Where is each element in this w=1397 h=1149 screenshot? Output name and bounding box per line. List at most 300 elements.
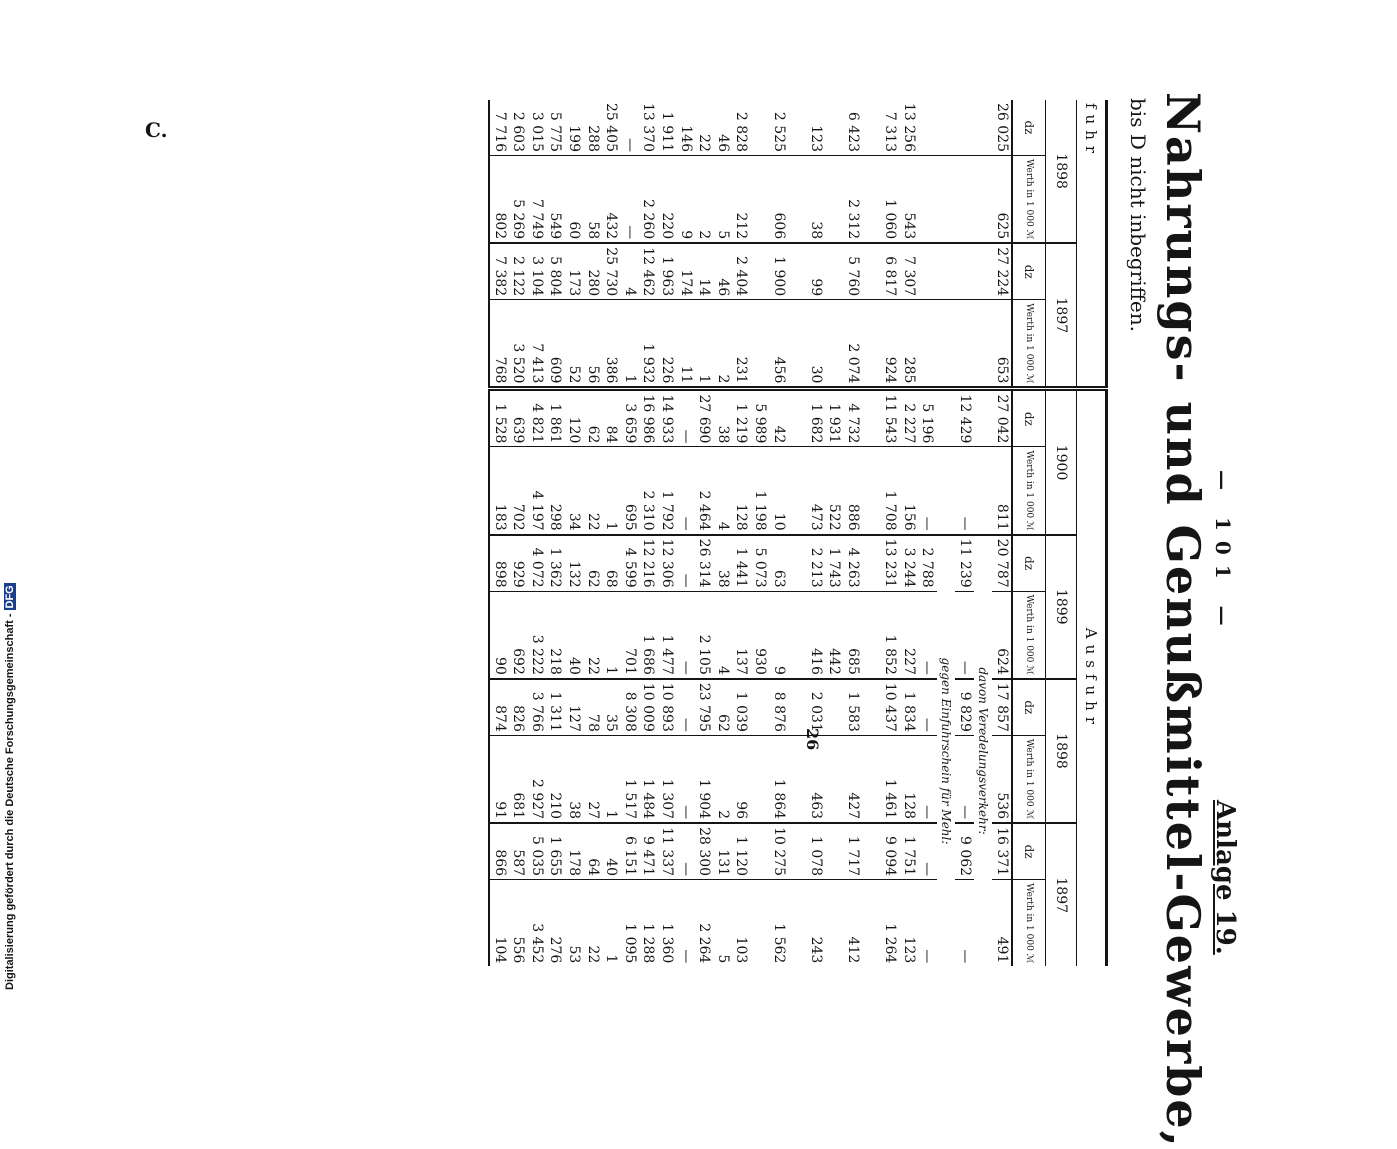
table-cell bbox=[825, 823, 844, 880]
table-cell: 10 009 bbox=[639, 679, 658, 736]
table-row bbox=[676, 100, 695, 966]
table-cell: 96 bbox=[732, 735, 751, 823]
table-cell: 13 231 bbox=[881, 535, 900, 592]
table-cell: 1 517 bbox=[621, 735, 640, 823]
table-cell bbox=[974, 447, 993, 535]
table-cell: 212 bbox=[732, 156, 751, 244]
year-header: 1898 bbox=[1046, 100, 1077, 243]
table-cell: 11 bbox=[676, 300, 695, 389]
table-cell: 2 227 bbox=[899, 389, 918, 447]
table-cell: 5 989 bbox=[751, 389, 770, 447]
table-cell: 90 bbox=[489, 591, 509, 679]
table-cell: 1 484 bbox=[639, 735, 658, 823]
year-header: 1898 bbox=[1046, 679, 1077, 823]
table-cell: 146 bbox=[677, 125, 694, 152]
table-cell: 10 437 bbox=[881, 679, 900, 736]
table-cell: 99 bbox=[806, 243, 825, 300]
table-cell bbox=[955, 156, 974, 244]
table-cell bbox=[825, 156, 844, 244]
table-cell: 9 062 bbox=[955, 823, 974, 880]
page-title: Nahrungs- und Genußmittel-Gewerbe, bbox=[1156, 92, 1210, 1149]
table-cell: 685 bbox=[844, 591, 863, 679]
table-cell bbox=[751, 156, 770, 244]
table-cell bbox=[788, 679, 807, 736]
table-cell: 768 bbox=[489, 300, 509, 389]
table-cell bbox=[974, 156, 993, 244]
table-cell: 174 bbox=[676, 243, 695, 300]
table-cell: 1 861 bbox=[546, 389, 565, 447]
table-cell: 7 313 bbox=[882, 111, 899, 152]
table-row bbox=[769, 100, 788, 966]
table-cell: 5 196 bbox=[918, 389, 937, 447]
table-cell: 38 bbox=[714, 389, 733, 447]
table-cell: 10 bbox=[769, 447, 788, 535]
table-cell: — bbox=[676, 880, 695, 967]
table-cell: 930 bbox=[751, 591, 770, 679]
table-cell: 35 bbox=[602, 679, 621, 736]
table-cell: 624 bbox=[992, 591, 1012, 679]
table-cell: 38 bbox=[565, 735, 584, 823]
table-cell: 8 308 bbox=[621, 679, 640, 736]
table-cell: — bbox=[955, 880, 974, 967]
table-cell: 1 528 bbox=[489, 389, 509, 447]
export-section-header: Ausfuhr bbox=[1077, 389, 1107, 966]
table-cell: 131 bbox=[714, 823, 733, 880]
table-cell: 7 307 bbox=[899, 243, 918, 300]
table-cell: — bbox=[676, 447, 695, 535]
table-cell: 1 834 bbox=[899, 679, 918, 736]
table-cell bbox=[862, 243, 881, 300]
table-cell: 58 bbox=[583, 156, 602, 244]
table-row bbox=[714, 100, 733, 966]
table-cell: 412 bbox=[844, 880, 863, 967]
table-cell: 543 bbox=[899, 156, 918, 244]
table-cell: 2 404 bbox=[732, 243, 751, 300]
table-cell bbox=[788, 591, 807, 679]
table-cell: 1 311 bbox=[546, 679, 565, 736]
table-cell: 3 452 bbox=[528, 880, 547, 967]
table-cell bbox=[918, 243, 937, 300]
table-cell: 1 792 bbox=[658, 447, 677, 535]
table-cell: 701 bbox=[621, 591, 640, 679]
table-row bbox=[546, 100, 565, 966]
table-cell: 11 337 bbox=[658, 823, 677, 880]
table-cell: 386 bbox=[602, 300, 621, 389]
table-cell: 7 413 bbox=[528, 300, 547, 389]
table-cell: — bbox=[918, 880, 937, 967]
table-cell: 178 bbox=[565, 823, 584, 880]
table-cell: 456 bbox=[769, 300, 788, 389]
import-section-header: fuhr bbox=[1077, 100, 1107, 389]
table-cell: 2 074 bbox=[844, 300, 863, 389]
table-cell: 1 264 bbox=[881, 880, 900, 967]
table-cell bbox=[862, 880, 881, 967]
table-cell: 692 bbox=[509, 591, 528, 679]
table-cell: 26 025 bbox=[993, 103, 1010, 152]
table-row bbox=[751, 100, 770, 966]
table-cell: 8 876 bbox=[769, 679, 788, 736]
table-cell: 1 219 bbox=[732, 389, 751, 447]
table-row bbox=[806, 100, 825, 966]
table-cell: 2 122 bbox=[509, 243, 528, 300]
table-row bbox=[899, 100, 918, 966]
table-cell bbox=[788, 300, 807, 389]
table-cell: 811 bbox=[992, 447, 1012, 535]
table-cell: 62 bbox=[583, 535, 602, 592]
table-cell: 28 300 bbox=[695, 823, 714, 880]
table-cell bbox=[974, 300, 993, 389]
table-cell: 1 904 bbox=[695, 735, 714, 823]
table-cell: 1 bbox=[695, 300, 714, 389]
table-cell bbox=[937, 156, 956, 244]
table-cell bbox=[955, 100, 974, 156]
table-cell: 25 405 bbox=[603, 103, 620, 152]
table-cell bbox=[788, 100, 807, 156]
table-cell: 2 260 bbox=[639, 156, 658, 244]
table-cell: 1 686 bbox=[639, 591, 658, 679]
table-cell: 78 bbox=[583, 679, 602, 736]
table-cell bbox=[937, 100, 956, 156]
table-cell: 9 bbox=[676, 156, 695, 244]
table-cell: 1 bbox=[602, 591, 621, 679]
table-cell: 9 471 bbox=[639, 823, 658, 880]
table-cell: 10 275 bbox=[769, 823, 788, 880]
unit-value-header: Werth in 1 000 ℳ bbox=[1012, 447, 1046, 535]
table-cell: 13 370 bbox=[640, 103, 657, 152]
table-cell: 5 bbox=[714, 156, 733, 244]
table-cell bbox=[918, 100, 937, 156]
unit-dz-header: dz bbox=[1012, 243, 1046, 300]
table-cell: 1 bbox=[621, 300, 640, 389]
year-header: 1900 bbox=[1046, 389, 1077, 535]
table-cell: 20 787 bbox=[992, 535, 1012, 592]
table-cell: 227 bbox=[899, 591, 918, 679]
table-cell: 1 682 bbox=[806, 389, 825, 447]
table-cell: 22 bbox=[696, 134, 713, 152]
table-cell: 1 198 bbox=[751, 447, 770, 535]
table-cell: 11 239 bbox=[955, 535, 974, 592]
table-cell bbox=[751, 243, 770, 300]
table-cell: 1 743 bbox=[825, 535, 844, 592]
table-cell: 3 244 bbox=[899, 535, 918, 592]
table-cell bbox=[937, 243, 956, 300]
table-cell: 1 583 bbox=[844, 679, 863, 736]
table-row bbox=[565, 100, 584, 966]
table-cell: — bbox=[676, 735, 695, 823]
table-cell: 3 222 bbox=[528, 591, 547, 679]
table-cell: 3 659 bbox=[621, 389, 640, 447]
table-cell bbox=[862, 679, 881, 736]
table-cell: 16 986 bbox=[639, 389, 658, 447]
table-cell bbox=[825, 100, 844, 156]
table-cell: 2 bbox=[714, 300, 733, 389]
table-row bbox=[862, 100, 881, 966]
table-cell: 625 bbox=[992, 156, 1012, 244]
table-cell: 2 264 bbox=[695, 880, 714, 967]
table-cell: 1 095 bbox=[621, 880, 640, 967]
table-cell: 243 bbox=[806, 880, 825, 967]
table-cell bbox=[788, 156, 807, 244]
table-row bbox=[825, 100, 844, 966]
table-cell: 3 104 bbox=[528, 243, 547, 300]
table-cell: 4 072 bbox=[528, 535, 547, 592]
table-cell: 199 bbox=[566, 125, 583, 152]
table-cell: 26 314 bbox=[695, 535, 714, 592]
table-cell: 62 bbox=[714, 679, 733, 736]
table-cell: 587 bbox=[509, 823, 528, 880]
table-cell: 27 bbox=[583, 735, 602, 823]
table-cell: 4 821 bbox=[528, 389, 547, 447]
table-cell: 46 bbox=[714, 243, 733, 300]
table-cell: — bbox=[621, 156, 640, 244]
table-cell: 5 073 bbox=[751, 535, 770, 592]
table-cell: 2 bbox=[714, 735, 733, 823]
table-cell: 56 bbox=[583, 300, 602, 389]
table-cell: 2 927 bbox=[528, 735, 547, 823]
table-cell: 12 216 bbox=[639, 535, 658, 592]
table-cell: — bbox=[955, 735, 974, 823]
table-cell: — bbox=[918, 823, 937, 880]
table-cell: 12 429 bbox=[955, 389, 974, 447]
table-cell: 16 371 bbox=[992, 823, 1012, 880]
table-cell bbox=[974, 389, 993, 447]
unit-dz-header: dz bbox=[1012, 535, 1046, 592]
table-cell: 866 bbox=[489, 823, 509, 880]
table-cell: 10 893 bbox=[658, 679, 677, 736]
table-cell: 9 094 bbox=[881, 823, 900, 880]
table-cell: 210 bbox=[546, 735, 565, 823]
table-cell: 42 bbox=[769, 389, 788, 447]
page-subtitle: bis D nicht inbegriffen. bbox=[1126, 98, 1150, 332]
table-cell: 898 bbox=[489, 535, 509, 592]
table-cell: 491 bbox=[992, 880, 1012, 967]
table-cell: 25 730 bbox=[602, 243, 621, 300]
table-cell: 6 151 bbox=[621, 823, 640, 880]
table-cell: 23 795 bbox=[695, 679, 714, 736]
table-cell: 1 963 bbox=[658, 243, 677, 300]
table-cell bbox=[751, 300, 770, 389]
table-cell: 1 562 bbox=[769, 880, 788, 967]
table-cell: 1 120 bbox=[732, 823, 751, 880]
table-cell: 128 bbox=[732, 447, 751, 535]
table-cell: 2 525 bbox=[770, 111, 787, 152]
table-cell: 2 105 bbox=[695, 591, 714, 679]
table-cell: 4 263 bbox=[844, 535, 863, 592]
table-cell: 34 bbox=[565, 447, 584, 535]
table-cell: 68 bbox=[602, 535, 621, 592]
table-cell: 27 042 bbox=[992, 389, 1012, 447]
table-cell: 137 bbox=[732, 591, 751, 679]
table-cell: 522 bbox=[825, 447, 844, 535]
table-cell: 4 bbox=[714, 447, 733, 535]
table-cell bbox=[862, 156, 881, 244]
table-cell: 120 bbox=[565, 389, 584, 447]
table-cell bbox=[955, 243, 974, 300]
table-cell bbox=[825, 679, 844, 736]
table-cell bbox=[862, 535, 881, 592]
year-header: 1897 bbox=[1046, 243, 1077, 389]
table-cell bbox=[937, 389, 956, 447]
table-cell: 1 717 bbox=[844, 823, 863, 880]
table-cell: 4 bbox=[621, 243, 640, 300]
unit-dz-header: dz bbox=[1012, 823, 1046, 880]
table-cell: 3 015 bbox=[528, 111, 545, 152]
table-cell: 536 bbox=[992, 735, 1012, 823]
table-cell: 38 bbox=[714, 535, 733, 592]
table-cell: — bbox=[676, 535, 695, 592]
table-cell: — bbox=[918, 591, 937, 679]
table-cell: 1 360 bbox=[658, 880, 677, 967]
table-cell: — bbox=[676, 823, 695, 880]
table-cell: — bbox=[621, 138, 638, 152]
table-cell bbox=[974, 243, 993, 300]
table-cell: 874 bbox=[489, 679, 509, 736]
table-cell bbox=[825, 735, 844, 823]
table-cell bbox=[788, 735, 807, 823]
table-cell: 556 bbox=[509, 880, 528, 967]
table-cell: 442 bbox=[825, 591, 844, 679]
table-cell bbox=[788, 243, 807, 300]
year-header: 1899 bbox=[1046, 535, 1077, 679]
table-cell: 2 213 bbox=[806, 535, 825, 592]
table-cell: 695 bbox=[621, 447, 640, 535]
table-row bbox=[844, 100, 863, 966]
table-cell: 127 bbox=[565, 679, 584, 736]
table-cell: 473 bbox=[806, 447, 825, 535]
table-cell: 276 bbox=[546, 880, 565, 967]
table-cell: 9 829 bbox=[955, 679, 974, 736]
table-cell: 40 bbox=[565, 591, 584, 679]
table-note-cell: gegen Einfuhrschein für Mehl: bbox=[937, 535, 956, 967]
table-cell: 27 224 bbox=[992, 243, 1012, 300]
table-cell: 5 269 bbox=[509, 156, 528, 244]
table-body bbox=[489, 100, 1012, 966]
table-cell: 11 543 bbox=[881, 389, 900, 447]
footer-credit-text: Digitalisierung gefördert durch die Deutsche Forschungsgemeinschaft - bbox=[4, 613, 16, 990]
table-cell: 1 039 bbox=[732, 679, 751, 736]
table-cell bbox=[862, 447, 881, 535]
table-cell: 5 bbox=[714, 880, 733, 967]
table-cell: 5 775 bbox=[547, 111, 564, 152]
unit-value-header: Werth in 1 000 ℳ bbox=[1012, 591, 1046, 679]
table-cell: 4 732 bbox=[844, 389, 863, 447]
table-row bbox=[602, 100, 621, 966]
table-cell bbox=[751, 100, 770, 156]
table-cell: 128 bbox=[899, 735, 918, 823]
table-row bbox=[583, 100, 602, 966]
table-cell bbox=[751, 823, 770, 880]
table-cell: 22 bbox=[583, 591, 602, 679]
table-cell: 427 bbox=[844, 735, 863, 823]
table-cell: 1 477 bbox=[658, 591, 677, 679]
table-cell: — bbox=[918, 447, 937, 535]
table-cell: 2 464 bbox=[695, 447, 714, 535]
unit-value-header: Werth in 1 000 ℳ bbox=[1012, 300, 1046, 389]
trade-statistics-table bbox=[488, 100, 1108, 966]
table-cell bbox=[862, 823, 881, 880]
table-cell: 6 817 bbox=[881, 243, 900, 300]
table-cell: 886 bbox=[844, 447, 863, 535]
table-cell bbox=[862, 389, 881, 447]
year-header: 1897 bbox=[1046, 823, 1077, 966]
table-cell bbox=[751, 735, 770, 823]
unit-dz-header: dz bbox=[1012, 100, 1046, 156]
table-cell: 929 bbox=[509, 535, 528, 592]
table-cell: — bbox=[918, 735, 937, 823]
table-cell bbox=[918, 156, 937, 244]
table-cell bbox=[955, 300, 974, 389]
table-cell: 46 bbox=[714, 134, 731, 152]
table-cell: 40 bbox=[602, 823, 621, 880]
table-cell: 1 078 bbox=[806, 823, 825, 880]
table-cell: 62 bbox=[583, 389, 602, 447]
table-cell bbox=[751, 679, 770, 736]
table-row bbox=[992, 100, 1012, 966]
dfg-logo-icon: DFG bbox=[4, 585, 16, 609]
unit-value-header: Werth in 1 000 ℳ bbox=[1012, 880, 1046, 967]
table-row bbox=[788, 100, 807, 966]
table-cell: 1 461 bbox=[881, 735, 900, 823]
table-cell: 280 bbox=[583, 243, 602, 300]
table-cell bbox=[918, 300, 937, 389]
statistics-table-wrapper bbox=[488, 100, 1108, 966]
table-cell: 1 932 bbox=[639, 300, 658, 389]
table-cell: 9 bbox=[769, 591, 788, 679]
table-cell: 38 bbox=[806, 156, 825, 244]
table-cell: 416 bbox=[806, 591, 825, 679]
table-cell: 17 857 bbox=[992, 679, 1012, 736]
table-cell: 2 312 bbox=[844, 156, 863, 244]
table-cell: 549 bbox=[546, 156, 565, 244]
table-row bbox=[918, 100, 937, 966]
table-cell: 13 256 bbox=[900, 103, 917, 152]
table-cell: 22 bbox=[583, 880, 602, 967]
table-row bbox=[528, 100, 547, 966]
table-cell: 1 655 bbox=[546, 823, 565, 880]
footer-credit bbox=[4, 583, 16, 990]
table-cell: — bbox=[955, 591, 974, 679]
page-number: — 101 — bbox=[1211, 470, 1235, 636]
table-cell: 132 bbox=[565, 535, 584, 592]
table-cell: 2 bbox=[695, 156, 714, 244]
table-cell: 1 362 bbox=[546, 535, 565, 592]
table-cell: 1 307 bbox=[658, 735, 677, 823]
table-cell: 22 bbox=[583, 447, 602, 535]
table-cell bbox=[788, 389, 807, 447]
table-cell: 7 749 bbox=[528, 156, 547, 244]
table-cell: 4 599 bbox=[621, 535, 640, 592]
table-cell bbox=[937, 447, 956, 535]
table-cell: 2 603 bbox=[510, 111, 527, 152]
table-cell: 924 bbox=[881, 300, 900, 389]
table-cell: 1 751 bbox=[899, 823, 918, 880]
table-cell: 4 bbox=[714, 591, 733, 679]
table-cell: 4 197 bbox=[528, 447, 547, 535]
table-cell: 103 bbox=[732, 880, 751, 967]
table-cell: 6 423 bbox=[844, 111, 861, 152]
table-cell: — bbox=[676, 591, 695, 679]
table-cell: 1 864 bbox=[769, 735, 788, 823]
table-cell bbox=[937, 300, 956, 389]
table-row bbox=[937, 100, 956, 966]
table-cell: 226 bbox=[658, 300, 677, 389]
table-cell: 1 bbox=[602, 735, 621, 823]
table-cell bbox=[788, 880, 807, 967]
unit-value-header: Werth in 1 000 ℳ bbox=[1012, 735, 1046, 823]
table-cell: 84 bbox=[602, 389, 621, 447]
table-cell: 1 852 bbox=[881, 591, 900, 679]
table-cell: 231 bbox=[732, 300, 751, 389]
